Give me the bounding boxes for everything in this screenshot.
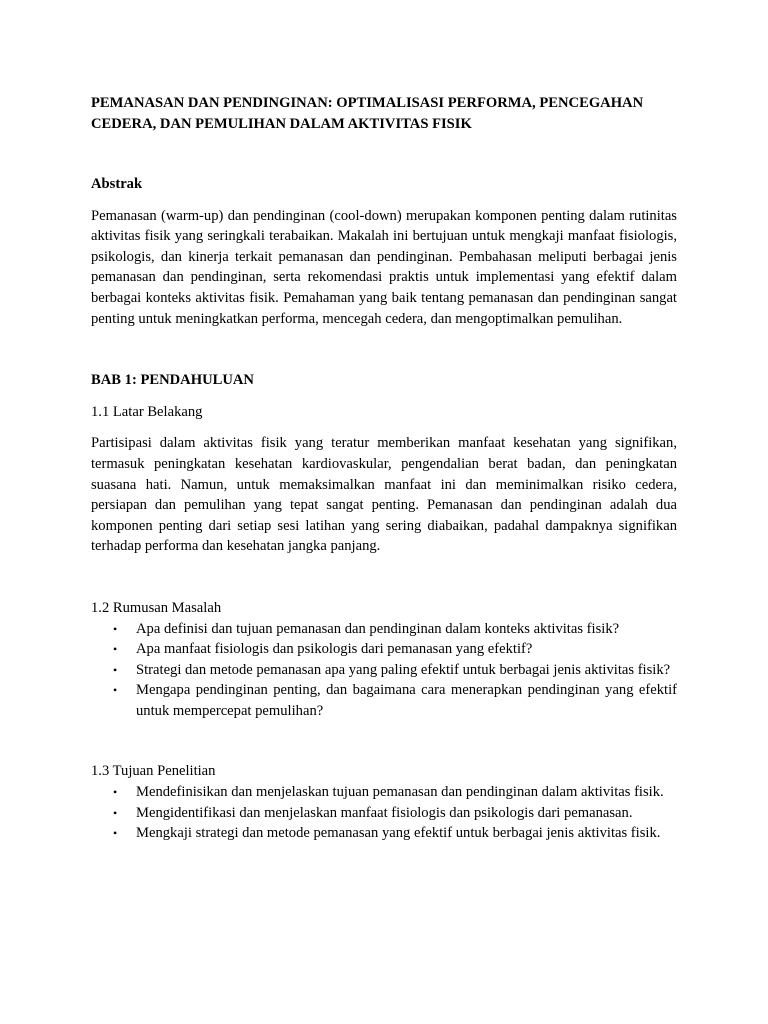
list-item-text: Apa definisi dan tujuan pemanasan dan pendinginan dalam konteks aktivitas fisik? [136,620,620,637]
abstract-heading: Abstrak [91,176,143,192]
list-item-text: Apa manfaat fisiologis dan psikologis dari pemanasan yang efektif? [136,641,533,658]
list-item-text: Strategi dan metode pemanasan apa yang paling efektif untuk berbagai jenis aktivitas fisik? [136,661,671,678]
bullet-icon: • [113,662,118,677]
list-item [91,782,677,803]
latar-belakang-paragraph: Partisipasi dalam aktivitas fisik yang teratur memberikan manfaat kesehatan yang signifikan, termasuk peningkatan kesehatan kardiovaskular, pengendalian berat badan, dan peningkatan suasana hati. Namun, untuk memaksimalkan manfaat ini dan meminimalkan risiko cedera, persiapan dan pemulihan yang tepat sangat penting. Pemanasan dan pendinginan adalah dua komponen penting dari setiap sesi latihan yang sering diabaikan, padahal dampaknya signifikan terhadap performa dan kesehatan jangka panjang. [91,435,677,555]
list-item-text: Mendefinisikan dan menjelaskan tujuan pemanasan dan pendinginan dalam aktivitas fisik. [136,784,664,801]
list-item-text: Mengidentifikasi dan menjelaskan manfaat fisiologis dan psikologis dari pemanasan. [136,804,633,821]
abstract-paragraph: Pemanasan (warm-up) dan pendinginan (cool-down) merupakan komponen penting dalam rutinitas aktivitas fisik yang seringkali terabaikan. Makalah ini bertujuan untuk mengkaji manfaat fisiologis, psikologis, dan kinerja terkait pemanasan dan pendinginan. Pembahasan meliputi berbagai jenis pemanasan dan pendinginan, serta rekomendasi praktis untuk implementasi yang efektif dalam berbagai konteks aktivitas fisik. Pemahaman yang baik tentang pemanasan dan pendinginan sangat penting untuk meningkatkan performa, mencegah cedera, dan mengoptimalkan pemulihan. [91,207,677,327]
section-heading-latar-belakang: 1.1 Latar Belakang [91,403,203,420]
bullet-icon: • [113,642,118,657]
section-heading-rumusan-masalah: 1.2 Rumusan Masalah [91,599,222,616]
list-item [91,680,677,721]
document-page [91,93,677,844]
section-heading-tujuan-penelitian: 1.3 Tujuan Penelitian [91,763,216,780]
bullet-icon: • [113,621,118,636]
bullet-icon: • [113,826,118,841]
list-item [91,639,677,660]
tujuan-penelitian-list [91,782,677,844]
rumusan-masalah-list [91,619,677,722]
document-title: PEMANASAN DAN PENDINGINAN: OPTIMALISASI PERFORMA, PENCEGAHAN CEDERA, DAN PEMULIHAN DALAM AKTIVITAS FISIK [91,95,644,132]
list-item [91,823,677,844]
list-item [91,660,677,681]
list-item [91,803,677,824]
chapter-heading: BAB 1: PENDAHULUAN [91,372,254,389]
list-item [91,619,677,640]
bullet-icon: • [113,805,118,820]
list-item-text: Mengkaji strategi dan metode pemanasan yang efektif untuk berbagai jenis aktivitas fisik. [136,825,661,842]
list-item-text: Mengapa pendinginan penting, dan bagaimana cara menerapkan pendinginan yang efektif untuk mempercepat pemulihan? [136,682,677,719]
bullet-icon: • [113,683,118,698]
bullet-icon: • [113,785,118,800]
